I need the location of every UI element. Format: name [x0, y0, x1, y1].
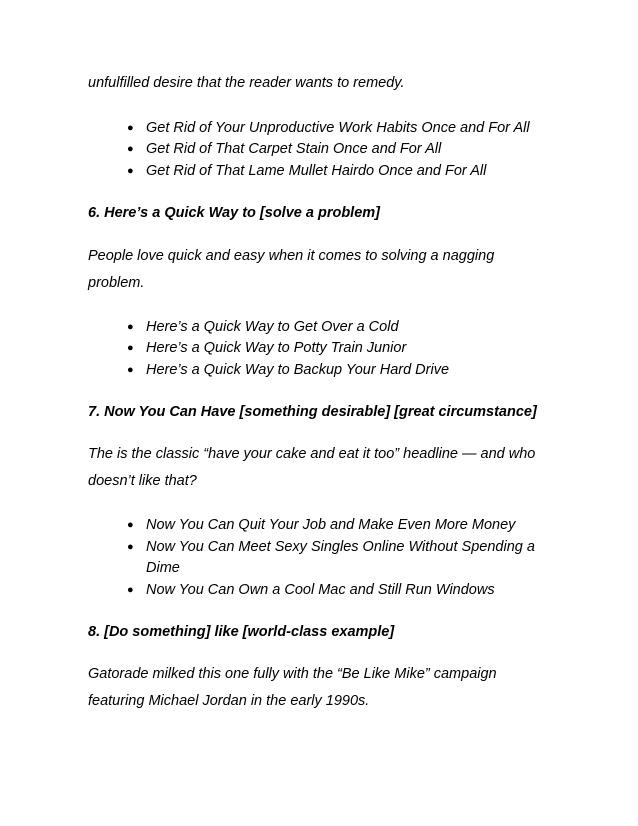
section-6-heading: 6. Here’s a Quick Way to [solve a problem] [88, 205, 380, 221]
section-6-paragraph-line: People love quick and easy when it comes to solving a nagging [88, 248, 495, 264]
list-item: Get Rid of That Lame Mullet Hairdo Once and For All [146, 163, 487, 179]
bullet-icon: ● [127, 519, 134, 531]
section-7-paragraph-line: The is the classic “have your cake and eat it too” headline — and who [88, 446, 536, 462]
section-7-heading: 7. Now You Can Have [something desirable] [great circumstance] [88, 404, 537, 420]
list-item: Now You Can Own a Cool Mac and Still Run Windows [146, 582, 495, 598]
bullet-icon: ● [127, 143, 134, 155]
section-7-paragraph-line: doesn’t like that? [88, 473, 197, 489]
bullet-icon: ● [127, 321, 134, 333]
list-item: Now You Can Quit Your Job and Make Even More Money [146, 517, 516, 533]
list-item-continuation: Dime [146, 560, 180, 576]
list-item: Now You Can Meet Sexy Singles Online Without Spending a [146, 539, 535, 555]
intro-tail-text: unfulfilled desire that the reader wants to remedy. [88, 75, 405, 91]
list-item: Here’s a Quick Way to Potty Train Junior [146, 340, 407, 356]
list-item: Get Rid of Your Unproductive Work Habits Once and For All [146, 120, 530, 136]
section-6-paragraph-line: problem. [88, 275, 145, 291]
section-8-paragraph-line: Gatorade milked this one fully with the “Be Like Mike” campaign [88, 666, 497, 682]
list-item: Here’s a Quick Way to Backup Your Hard Drive [146, 362, 450, 378]
bullet-icon: ● [127, 165, 134, 177]
list-item: Get Rid of That Carpet Stain Once and For All [146, 141, 442, 157]
bullet-icon: ● [127, 122, 134, 134]
section-8-paragraph-line: featuring Michael Jordan in the early 1990s. [88, 693, 370, 709]
bullet-icon: ● [127, 342, 134, 354]
bullet-icon: ● [127, 364, 134, 376]
bullet-icon: ● [127, 584, 134, 596]
list-item: Here’s a Quick Way to Get Over a Cold [146, 319, 399, 335]
section-8-heading: 8. [Do something] like [world-class example] [88, 624, 395, 640]
bullet-icon: ● [127, 541, 134, 553]
